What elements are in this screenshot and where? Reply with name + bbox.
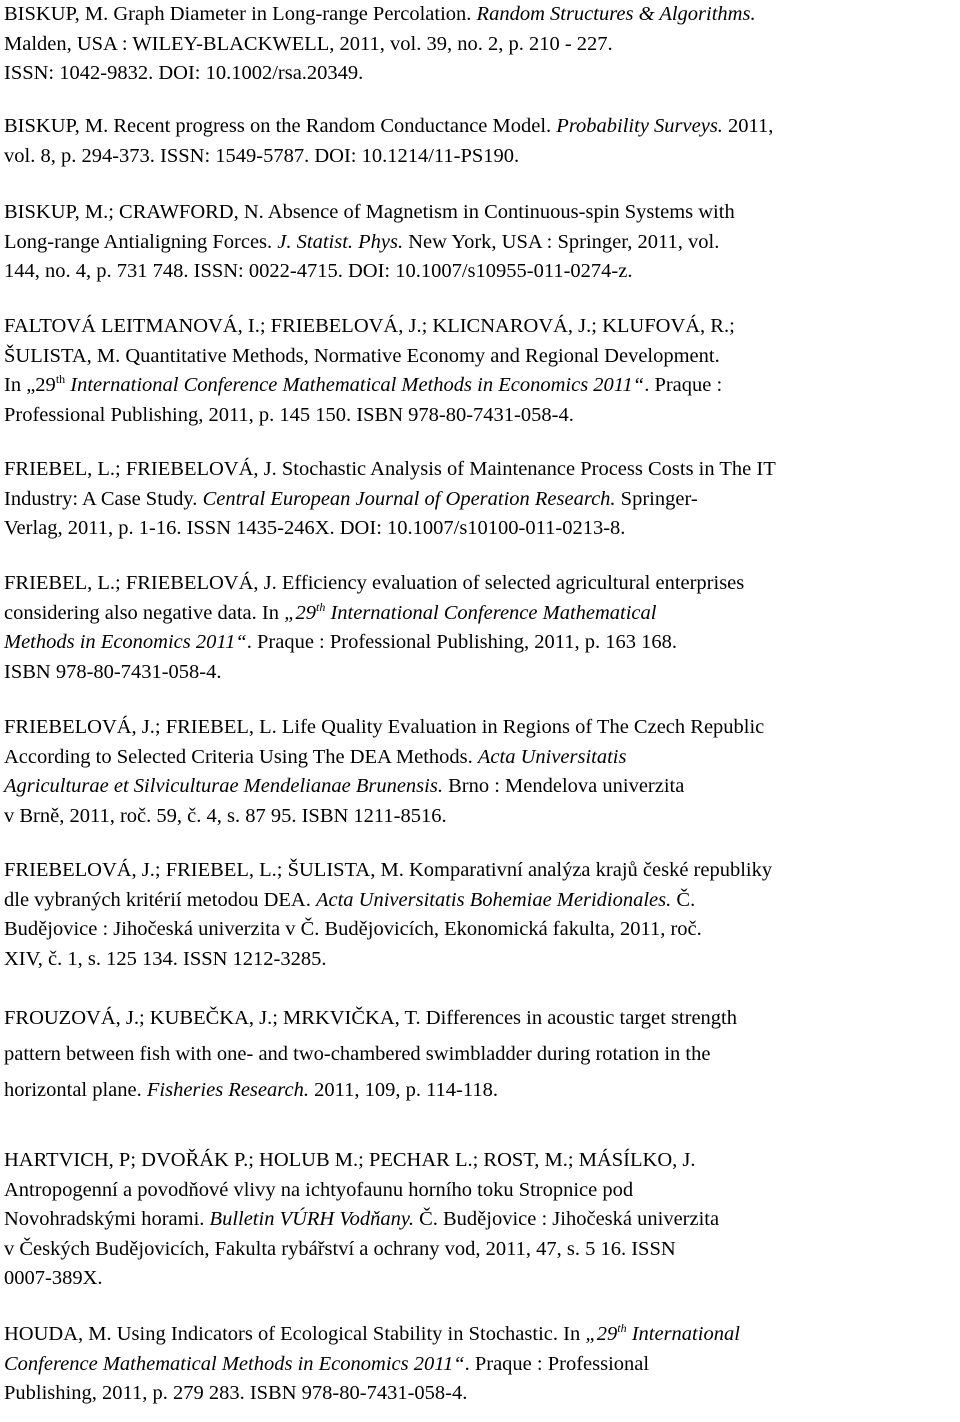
- reference-text: . Praque : Professional: [464, 1352, 650, 1375]
- reference-line: [4, 455, 960, 485]
- reference-line: [4, 312, 960, 342]
- reference-text: Springer-: [615, 487, 698, 510]
- reference-text: Bulletin VÚRH Vodňany.: [209, 1208, 414, 1230]
- reference-line: [4, 198, 960, 228]
- reference-text: . Praque : Professional Publishing, 2011, p. 163 168.: [246, 631, 678, 653]
- reference-text: 0007-389X.: [4, 1267, 103, 1289]
- reference-line: [4, 1235, 960, 1265]
- reference-line: [4, 1379, 960, 1409]
- reference-text: According to Selected Criteria Using The DEA Methods.: [4, 745, 478, 768]
- reference-line: [4, 1036, 960, 1072]
- reference-text: dle vybraných kritérií metodou DEA.: [4, 888, 316, 911]
- reference-text: Fisheries Research.: [146, 1079, 309, 1101]
- reference-text: Č. Budějovice : Jihočeská univerzita: [413, 1208, 720, 1230]
- reference-text: Novohradskými horami.: [4, 1208, 210, 1230]
- reference-text: Publishing, 2011, p. 279 283. ISBN 978-80-7431-058-4.: [4, 1382, 468, 1404]
- reference-entry: [4, 198, 960, 287]
- reference-line: [4, 30, 960, 60]
- reference-text: Acta Universitatis: [477, 745, 627, 768]
- reference-line: [4, 1205, 960, 1235]
- reference-text: horizontal plane.: [4, 1079, 147, 1101]
- reference-text: Č.: [671, 888, 696, 911]
- ordinal-superscript: th: [315, 599, 326, 614]
- reference-text: J. Statist. Phys.: [277, 230, 404, 253]
- reference-text: FALTOVÁ LEITMANOVÁ, I.; FRIEBELOVÁ, J.; KLICNAROVÁ, J.; KLUFOVÁ, R.;: [4, 315, 735, 337]
- reference-line: [4, 945, 960, 975]
- reference-line: [4, 514, 960, 544]
- reference-text: BISKUP, M. Graph Diameter in Long-range Percolation.: [4, 3, 477, 25]
- reference-entry: [4, 1320, 960, 1409]
- reference-text: Acta Universitatis Bohemiae Meridionales.: [315, 888, 672, 911]
- reference-text: 2011,: [722, 115, 774, 137]
- reference-entry: [4, 713, 960, 831]
- reference-text: 2011, 109, p. 114-118.: [308, 1079, 498, 1101]
- reference-text: Random Structures & Algorithms.: [476, 3, 756, 25]
- reference-line: [4, 743, 960, 773]
- reference-line: [4, 569, 960, 599]
- reference-entry: [4, 312, 960, 430]
- reference-text: Methods in Economics 2011“: [4, 631, 247, 653]
- reference-line: [4, 1000, 960, 1036]
- reference-text: ISBN 978-80-7431-058-4.: [4, 660, 222, 683]
- reference-text: International Conference Mathematical: [325, 601, 657, 624]
- reference-line: [4, 228, 960, 258]
- reference-line: [4, 856, 960, 886]
- ordinal-superscript: th: [55, 372, 66, 387]
- reference-text: In „29: [4, 374, 56, 396]
- reference-line: [4, 257, 960, 287]
- reference-entry: [4, 455, 960, 544]
- reference-text: Industry: A Case Study.: [4, 487, 203, 510]
- reference-text: ISSN: 1042-9832. DOI: 10.1002/rsa.20349.: [4, 62, 364, 84]
- reference-line: [4, 485, 960, 515]
- reference-text: HOUDA, M. Using Indicators of Ecological Stability in Stochastic. In: [4, 1323, 586, 1345]
- reference-text: FRIEBELOVÁ, J.; FRIEBEL, L.; ŠULISTA, M. Komparativní analýza krajů české republiky: [4, 859, 773, 881]
- ordinal-superscript: th: [617, 1321, 627, 1336]
- reference-text: HARTVICH, P; DVOŘÁK P.; HOLUB M.; PECHAR L.; ROST, M.; MÁSÍLKO, J.: [4, 1149, 696, 1171]
- reference-entry: [4, 1000, 960, 1108]
- reference-line: [4, 599, 960, 629]
- reference-text: Professional Publishing, 2011, p. 145 150. ISBN 978-80-7431-058-4.: [4, 403, 574, 426]
- reference-text: Probability Surveys.: [556, 115, 723, 137]
- reference-line: [4, 342, 960, 372]
- reference-text: „29: [585, 1323, 618, 1345]
- reference-line: [4, 1146, 960, 1176]
- reference-line: [4, 1320, 960, 1350]
- reference-text: BISKUP, M. Recent progress on the Random Conductance Model.: [4, 115, 557, 137]
- reference-line: [4, 1072, 960, 1108]
- reference-text: International: [626, 1323, 740, 1345]
- reference-entry: [4, 1146, 960, 1294]
- reference-text: FRIEBEL, L.; FRIEBELOVÁ, J. Stochastic Analysis of Maintenance Process Costs in The IT: [4, 458, 776, 480]
- reference-text: International Conference Mathematical Methods in Economics 2011“: [65, 374, 645, 396]
- reference-text: Agriculturae et Silviculturae Mendelianae Brunensis.: [4, 775, 443, 797]
- reference-text: New York, USA : Springer, 2011, vol.: [403, 230, 720, 253]
- reference-line: [4, 772, 960, 802]
- reference-entry: [4, 856, 960, 974]
- reference-line: [4, 1176, 960, 1206]
- reference-text: Long-range Antialigning Forces.: [4, 230, 278, 253]
- reference-line: [4, 713, 960, 743]
- reference-text: Malden, USA : WILEY-BLACKWELL, 2011, vol. 39, no. 2, p. 210 - 227.: [4, 32, 613, 55]
- reference-text: Antropogenní a povodňové vlivy na ichtyofaunu horního toku Stropnice pod: [4, 1178, 634, 1201]
- reference-text: FROUZOVÁ, J.; KUBEČKA, J.; MRKVIČKA, T. Differences in acoustic target strength: [4, 1007, 737, 1029]
- reference-line: [4, 1350, 960, 1380]
- reference-line: [4, 59, 960, 89]
- reference-text: . Praque :: [644, 374, 723, 396]
- reference-text: FRIEBELOVÁ, J.; FRIEBEL, L. Life Quality Evaluation in Regions of The Czech Republic: [4, 716, 765, 738]
- reference-text: ŠULISTA, M. Quantitative Methods, Normative Economy and Regional Development.: [4, 344, 720, 367]
- reference-line: [4, 802, 960, 832]
- reference-line: [4, 915, 960, 945]
- reference-text: v Českých Budějovicích, Fakulta rybářství a ochrany vod, 2011, 47, s. 5 16. ISSN: [4, 1237, 676, 1260]
- reference-line: [4, 658, 960, 688]
- reference-text: considering also negative data. In: [4, 601, 285, 624]
- reference-entry: [4, 112, 960, 171]
- reference-line: [4, 886, 960, 916]
- reference-text: „29: [284, 601, 316, 624]
- reference-line: [4, 142, 960, 172]
- reference-text: Conference Mathematical Methods in Economics 2011“: [4, 1352, 465, 1375]
- reference-text: Budějovice : Jihočeská univerzita v Č. Budějovicích, Ekonomická fakulta, 2011, roč.: [4, 918, 702, 940]
- reference-text: BISKUP, M.; CRAWFORD, N. Absence of Magnetism in Continuous-spin Systems with: [4, 201, 735, 223]
- reference-text: Brno : Mendelova univerzita: [442, 775, 685, 797]
- reference-text: XIV, č. 1, s. 125 134. ISSN 1212-3285.: [4, 947, 327, 970]
- reference-line: [4, 628, 960, 658]
- reference-line: [4, 0, 960, 30]
- reference-line: [4, 401, 960, 431]
- reference-text: FRIEBEL, L.; FRIEBELOVÁ, J. Efficiency evaluation of selected agricultural enterprises: [4, 572, 745, 594]
- reference-line: [4, 112, 960, 142]
- reference-text: Central European Journal of Operation Research.: [202, 487, 616, 510]
- reference-text: Verlag, 2011, p. 1-16. ISSN 1435-246X. DOI: 10.1007/s10100-011-0213-8.: [4, 517, 626, 539]
- reference-entry: [4, 569, 960, 687]
- reference-line: [4, 371, 960, 401]
- reference-entry: [4, 0, 960, 89]
- reference-text: vol. 8, p. 294-373. ISSN: 1549-5787. DOI: 10.1214/11-PS190.: [4, 144, 520, 167]
- reference-text: pattern between fish with one- and two-chambered swimbladder during rotation in the: [4, 1043, 711, 1065]
- reference-text: v Brně, 2011, roč. 59, č. 4, s. 87 95. ISBN 1211-8516.: [4, 804, 447, 827]
- reference-text: 144, no. 4, p. 731 748. ISSN: 0022-4715. DOI: 10.1007/s10955-011-0274-z.: [4, 260, 633, 282]
- reference-line: [4, 1264, 960, 1294]
